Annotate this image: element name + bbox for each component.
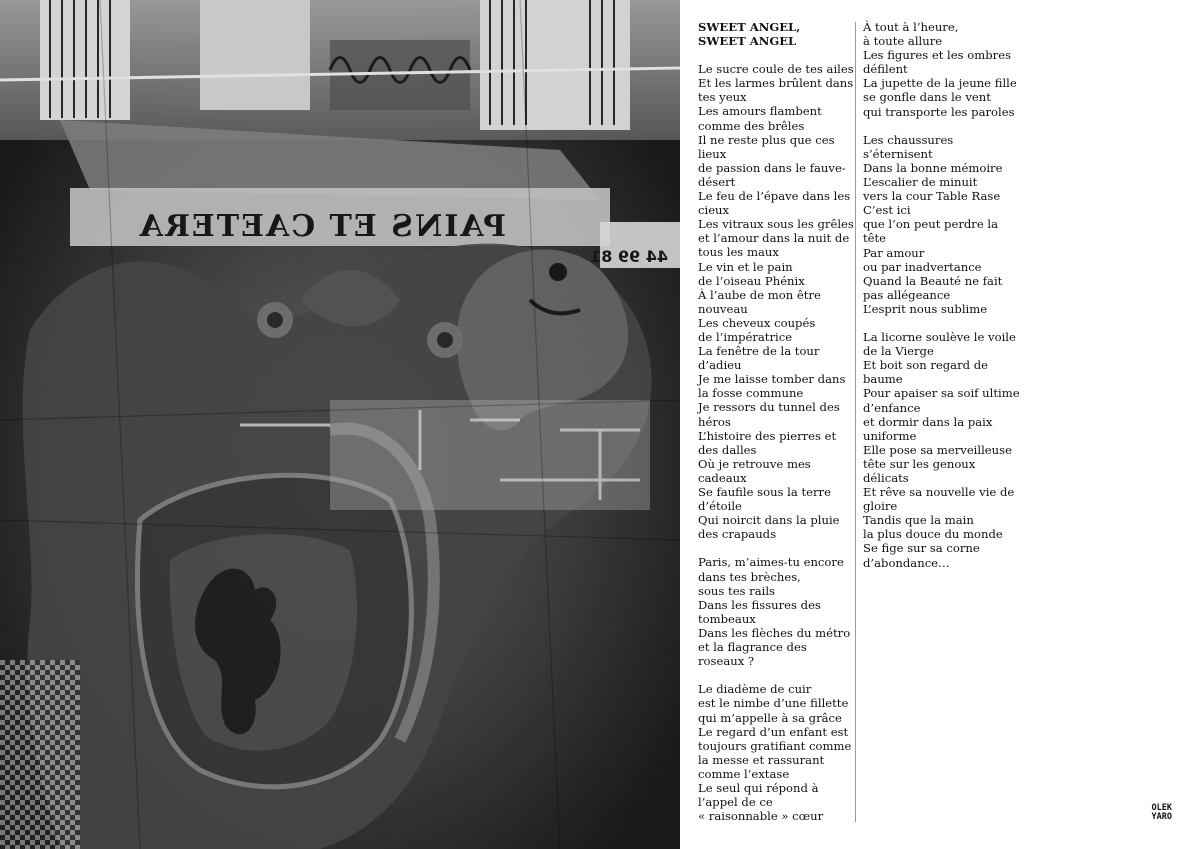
poem-line: désert — [698, 174, 736, 189]
poem-line: Le regard d’un enfant est — [698, 724, 849, 739]
stanza — [698, 62, 854, 542]
stanza — [698, 555, 850, 668]
poem-line: d’enfance — [863, 400, 921, 415]
poem-line: roseaux ? — [698, 654, 755, 669]
poem-line: Le sucre coule de tes ailes — [698, 62, 854, 77]
poem-line: lieux — [698, 146, 727, 161]
poem-line: la fosse commune — [698, 386, 804, 401]
poem-line: tes yeux — [698, 90, 747, 105]
poem-line: de l’impératrice — [698, 329, 793, 344]
poem-line: la plus douce du monde — [863, 527, 1003, 542]
poem-line: d’abondance… — [863, 555, 950, 570]
poem-line: d’adieu — [698, 358, 742, 373]
poem-line: Les amours flambent — [698, 104, 822, 119]
poem-line: d’étoile — [698, 499, 742, 514]
author-signature — [1152, 804, 1172, 822]
poem-line: Dans les fissures des — [698, 597, 821, 612]
poem-line: qui transporte les paroles — [863, 104, 1015, 119]
column-divider — [855, 22, 856, 822]
poem-line: Les chaussures — [863, 132, 954, 147]
poem-line: pas allégeance — [863, 287, 951, 302]
poem-line: cadeaux — [698, 470, 747, 485]
poem-line: ou par inadvertance — [863, 259, 982, 274]
column-right-stanzas — [863, 20, 1023, 570]
poem-line: Paris, m’aimes-tu encore — [698, 555, 844, 570]
poem-line: et dormir dans la paix — [863, 414, 993, 429]
stanza — [863, 133, 1023, 316]
poem-line: Le seul qui répond à — [698, 780, 819, 795]
poem-line: L’histoire des pierres et — [698, 428, 837, 443]
poem-line: délicats — [863, 471, 909, 485]
poem-line: Elle pose sa merveilleuse — [863, 442, 1012, 457]
poem-line: l’appel de ce — [698, 795, 773, 810]
phone-number-fragment: 44 99 81 — [590, 247, 668, 266]
poem-line: tous les maux — [698, 245, 779, 260]
poem-line: Les vitraux sous les grêles — [698, 217, 854, 232]
poem-line: Et les larmes brûlent dans — [698, 76, 854, 91]
poem-line: gloire — [863, 499, 898, 514]
poem-line: de passion dans le fauve- — [698, 160, 846, 175]
poem-line: Par amour — [863, 245, 925, 260]
poem-line: héros — [698, 414, 731, 429]
poem-line: de l’oiseau Phénix — [698, 273, 805, 288]
poem-line: « raisonnable » cœur — [698, 809, 824, 824]
poem-line: C’est ici — [863, 203, 911, 218]
poem-line: nouveau — [698, 301, 748, 316]
poem-line: L’esprit nous sublime — [863, 301, 988, 316]
poem-line: Et rêve sa nouvelle vie de — [863, 485, 1015, 500]
poem-line: que l’on peut perdre la — [863, 217, 999, 232]
poem-line: baume — [863, 372, 903, 387]
poem-line: Quand la Beauté ne fait — [863, 273, 1003, 288]
poem-line: uniforme — [863, 428, 917, 443]
poem-line: comme des brêles — [698, 118, 805, 133]
awning-sign-text: PAINS ET CAETERA — [137, 209, 506, 244]
poem-line: La jupette de la jeune fille — [863, 76, 1017, 91]
poem-line: À l’aube de mon être — [698, 287, 821, 302]
signature-line-2: YARO — [1151, 812, 1172, 822]
poem-line: Le vin et le pain — [698, 259, 793, 274]
poem-line: Le feu de l’épave dans les — [698, 189, 851, 204]
poem-line: tombeaux — [698, 611, 756, 626]
poem-line: Je ressors du tunnel des — [698, 400, 840, 415]
poem-line: défilent — [863, 62, 908, 77]
poem-line: L’escalier de minuit — [863, 175, 978, 190]
poem-line: La fenêtre de la tour — [698, 344, 820, 359]
poem-title: SWEET ANGEL, SWEET ANGEL — [698, 20, 801, 49]
poem-line: de la Vierge — [863, 344, 934, 359]
poem-line: Le diadème de cuir — [698, 682, 812, 697]
poem-line: Pour apaiser sa soif ultime — [863, 386, 1020, 401]
poem-line: À tout à l’heure, — [863, 20, 959, 34]
poem-line: des crapauds — [698, 527, 777, 542]
poem-line: vers la cour Table Rase — [863, 189, 1001, 204]
poem-line: Se fige sur sa corne — [863, 541, 980, 556]
poem-line: Tandis que la main — [863, 513, 974, 528]
poem-line: qui m’appelle à sa grâce — [698, 710, 842, 725]
poem-line: et l’amour dans la nuit de — [698, 231, 850, 246]
poem-line: et la flagrance des — [698, 640, 807, 655]
poem-line: comme l’extase — [698, 766, 790, 781]
signature-line-1: OLEK — [1151, 803, 1172, 813]
poem-line: des dalles — [698, 442, 757, 457]
poem-line: Où je retrouve mes — [698, 456, 811, 471]
poem-line: tête — [863, 231, 887, 246]
poem-line: Se faufile sous la terre — [698, 485, 831, 499]
poem-line: Je me laisse tomber dans — [698, 372, 846, 387]
poem-line: se gonfle dans le vent — [863, 90, 991, 105]
poem-line: Dans la bonne mémoire — [863, 160, 1003, 175]
poem-line: tête sur les genoux — [863, 456, 976, 471]
poem-column-right — [863, 20, 1023, 584]
poem-line: cieux — [698, 203, 730, 218]
poem-line: La licorne soulève le voile — [863, 330, 1016, 345]
poem-line: dans tes brèches, — [698, 569, 801, 584]
poem-line: s’éternisent — [863, 146, 933, 161]
poem-line: est le nimbe d’une fillette — [698, 696, 849, 711]
poem-line: Et boit son regard de — [863, 358, 989, 373]
poem-line: Dans les flèches du métro — [698, 625, 851, 640]
poem-line: la messe et rassurant — [698, 752, 825, 767]
poem-line: à toute allure — [863, 34, 943, 49]
poem-line: Les cheveux coupés — [698, 315, 816, 330]
stanza — [698, 682, 850, 823]
poem-line: Il ne reste plus que ces — [698, 132, 835, 147]
poem-line: Les figures et les ombres — [863, 48, 1012, 63]
poem-line: toujours gratifiant comme — [698, 738, 852, 753]
stanza — [863, 20, 1023, 119]
poem-line: sous tes rails — [698, 583, 776, 598]
poem-line: Qui noircit dans la pluie — [698, 513, 840, 528]
column-left-stanzas — [698, 62, 854, 824]
poem-column-left — [698, 20, 854, 837]
stanza — [863, 330, 1023, 570]
